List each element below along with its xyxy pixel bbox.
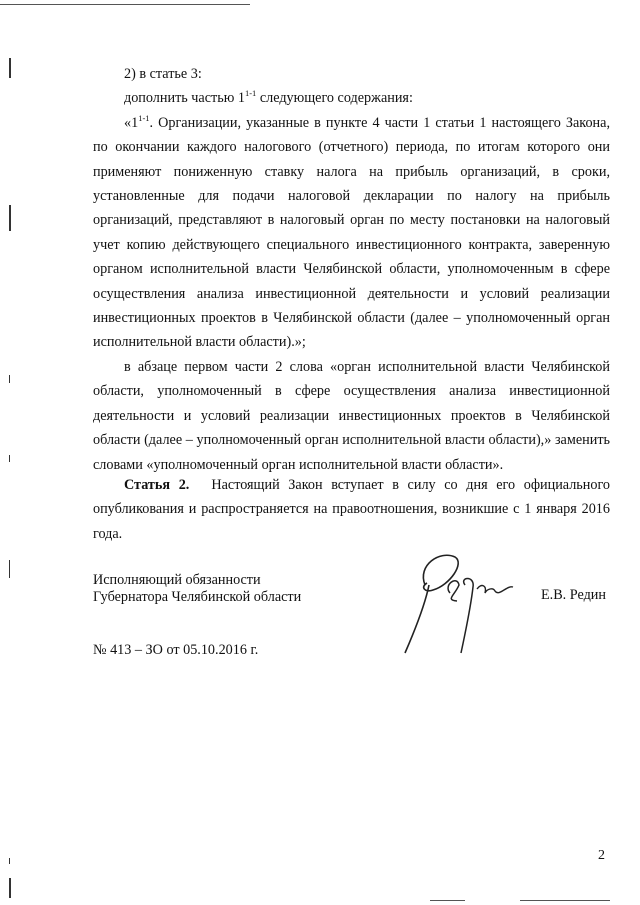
article-2 xyxy=(93,473,610,546)
scan-mark xyxy=(9,455,10,462)
scan-mark xyxy=(9,58,11,78)
instruction: дополнить частью 1$^{1-1}$ следующего содержания: xyxy=(124,88,413,107)
handwritten-signature xyxy=(395,545,525,660)
scan-mark xyxy=(9,858,10,864)
scan-mark xyxy=(9,878,11,898)
scan-mark xyxy=(9,560,10,578)
article-2-text: Настоящий Закон вступает в силу со дня его официального опубликования и распространяется на правоотношения, возникшие с 1 января 2016 года. xyxy=(93,477,611,542)
signer-name: Е.В. Редин xyxy=(541,587,606,603)
amendment-text xyxy=(93,62,610,477)
replacement-paragraph: в абзаце первом части 2 слова «орган исполнительной власти Челябинской области, уполномоченный в сфере осуществления анализа инвестиционной деятельности и условий реализации инвестиционных проектов в Челябинской области (далее – уполномоченный орган исполнительной власти области),» заменить словами «уполномоченный орган исполнительной власти области». xyxy=(93,358,610,473)
article-2-label: Статья 2. xyxy=(124,477,190,493)
new-part-paragraph: «1$^{1-1}$. Организации, указанные в пункте 4 части 1 статьи 1 настоящего Закона, по окончании каждого налогового (отчетного) периода, по итогам которого они применяют пониженную ставку налога на прибыль организаций, в сроки, установленные для подачи налоговой декларации по налогу на прибыль организаций, представляют в налоговый орган по месту постановки на налоговый учет копию действующего специального инвестиционного контракта, заверенную органом исполнительной власти Челябинской области, уполномоченным в сфере осуществления анализа инвестиционной деятельности и условий реализации инвестиционных проектов в Челябинской области (далее – уполномоченный орган исполнительной власти области).»; xyxy=(93,112,610,351)
scan-mark xyxy=(9,205,11,231)
page-number: 2 xyxy=(598,848,605,863)
law-number: № 413 – ЗО от 05.10.2016 г. xyxy=(93,642,259,658)
signer-title: Исполняющий обязанности Губернатора Челябинской области xyxy=(93,572,302,605)
scan-edge-line xyxy=(520,900,610,901)
scan-edge-line xyxy=(430,900,465,901)
line-item: 2) в статье 3: xyxy=(124,66,202,82)
scan-mark xyxy=(9,375,10,383)
scan-edge-line xyxy=(0,4,250,5)
